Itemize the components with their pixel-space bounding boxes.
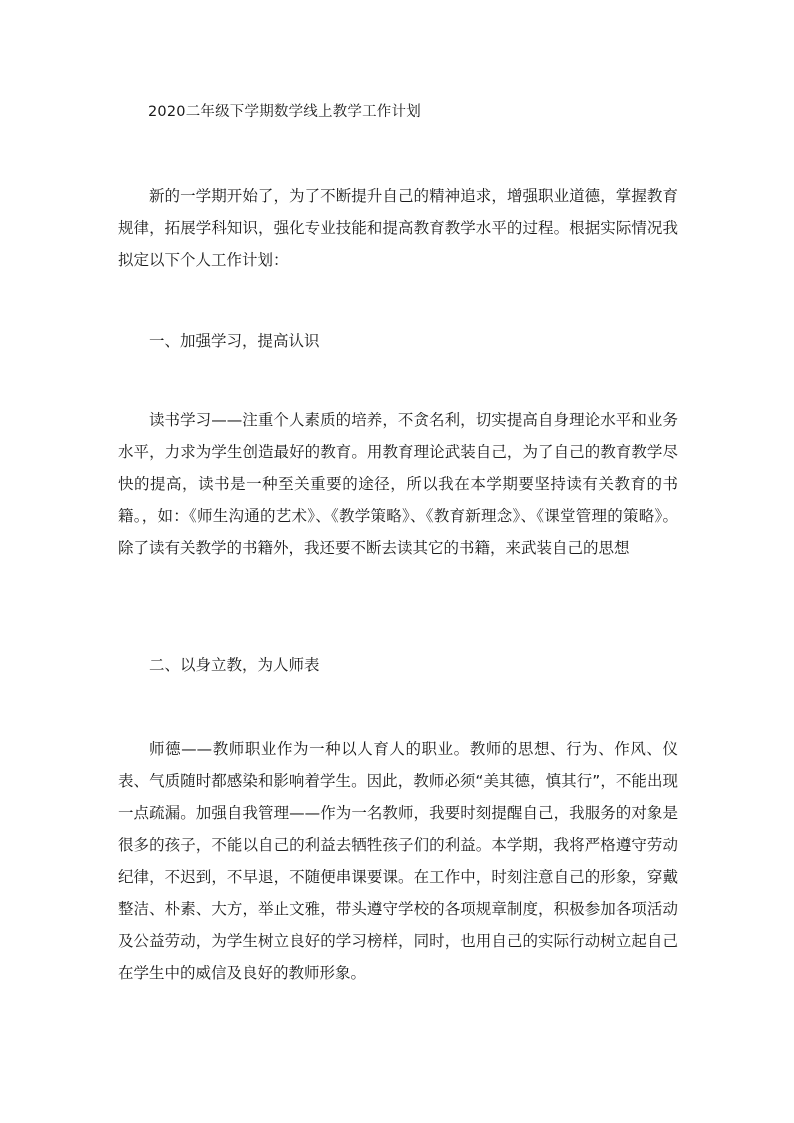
document-title: 2020二年级下学期数学线上教学工作计划 bbox=[148, 104, 421, 120]
section-1-paragraph: 读书学习——注重个人素质的培养，不贪名利，切实提高自身理论水平和业务水平，力求为学生创造最好的教育。用教育理论武装自己，为了自己的教育教学尽快的提高，读书是一种至关重要的途径，所以我在本学期要坚持读有关教育的书籍。，如：《师生沟通的艺术》、《教学策略》、《教育新理念》、《课堂管理的策略》。除了读有关教学的书籍外，我还要不断去读其它的书籍，来武装自己的思想 bbox=[118, 411, 678, 557]
section-2-paragraph: 师德——教师职业作为一种以人育人的职业。教师的思想、行为、作风、仪表、气质随时都感染和影响着学生。因此，教师必须“美其德，慎其行”，不能出现一点疏漏。加强自我管理——作为一名教师，我要时刻提醒自己，我服务的对象是很多的孩子，不能以自己的利益去牺牲孩子们的利益。本学期，我将严格遵守劳动纪律，不迟到，不早退，不随便串课要课。在工作中，时刻注意自己的形象，穿戴整洁、朴素、大方，举止文雅，带头遵守学校的各项规章制度，积极参加各项活动及公益劳动，为学生树立良好的学习榜样，同时，也用自己的实际行动树立起自己在学生中的威信及良好的教师形象。 bbox=[118, 740, 678, 982]
section-heading-1: 一、加强学习，提高认识 bbox=[149, 332, 320, 350]
intro-paragraph: 新的一学期开始了，为了不断提升自己的精神追求，增强职业道德，掌握教育规律，拓展学科知识，强化专业技能和提高教育教学水平的过程。根据实际情况我拟定以下个人工作计划： bbox=[118, 187, 678, 269]
section-heading-2: 二、以身立教，为人师表 bbox=[149, 656, 320, 674]
